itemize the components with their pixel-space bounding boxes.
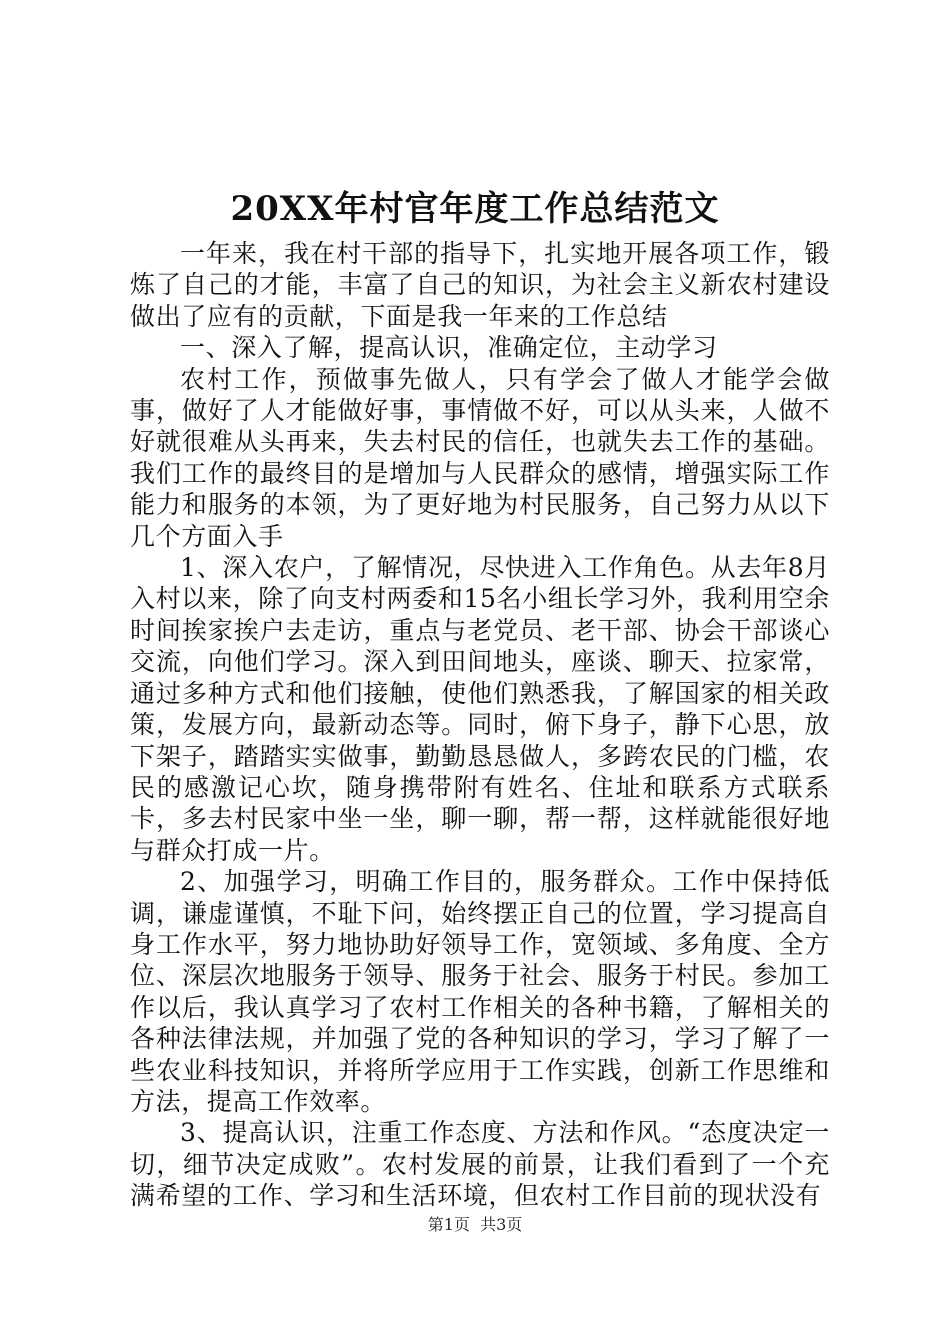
body-paragraph: 农村工作，预做事先做人，只有学会了做人才能学会做事，做好了人才能做好事，事情做不好，可以从头来，人做不好就很难从头再来，失去村民的信任，也就失去工作的基础。我们工作的最终目的是增加与人民群众的感情，增强实际工作能力和服务的本领，为了更好地为村民服务，自己努力从以下几个方面入手 [130,364,830,551]
page-footer [0,1214,950,1236]
body-paragraph: 2、加强学习，明确工作目的，服务群众。工作中保持低调，谦虚谨慎，不耻下问，始终摆正自己的位置，学习提高自身工作水平，努力地协助好领导工作，宽领域、多角度、全方位、深层次地服务于领导、服务于社会、服务于村民。参加工作以后，我认真学习了农村工作相关的各种书籍，了解相关的各种法律法规，并加强了党的各种知识的学习，学习了解了一些农业科技知识，并将所学应用于工作实践，创新工作思维和方法，提高工作效率。 [130,867,830,1116]
document-body [130,238,830,1212]
page-number: 第1页 共3页 [427,1215,523,1234]
body-paragraph: 3、提高认识，注重工作态度、方法和作风。“态度决定一切，细节决定成败”。农村发展的前景，让我们看到了一个充满希望的工作、学习和生活环境，但农村工作目前的现状没有 [130,1118,830,1211]
document-title: 20XX年村官年度工作总结范文 [230,189,720,229]
body-paragraph: 1、深入农户，了解情况，尽快进入工作角色。从去年8月入村以来，除了向支村两委和15名小组长学习外，我利用空余时间挨家挨户去走访，重点与老党员、老干部、协会干部谈心交流，向他们学习。深入到田间地头，座谈、聊天、拉家常，通过多种方式和他们接触，使他们熟悉我，了解国家的相关政策，发展方向，最新动态等。同时，俯下身子，静下心思，放下架子，踏踏实实做事，勤勤恳恳做人，多跨农民的门槛，农民的感激记心坎，随身携带附有姓名、住址和联系方式联系卡，多去村民家中坐一坐，聊一聊，帮一帮，这样就能很好地与群众打成一片。 [130,553,830,865]
intro-paragraph: 一年来，我在村干部的指导下，扎实地开展各项工作，锻炼了自己的才能，丰富了自己的知识，为社会主义新农村建设做出了应有的贡献，下面是我一年来的工作总结 [130,239,830,331]
section-heading: 一、深入了解，提高认识，准确定位，主动学习 [180,333,718,363]
